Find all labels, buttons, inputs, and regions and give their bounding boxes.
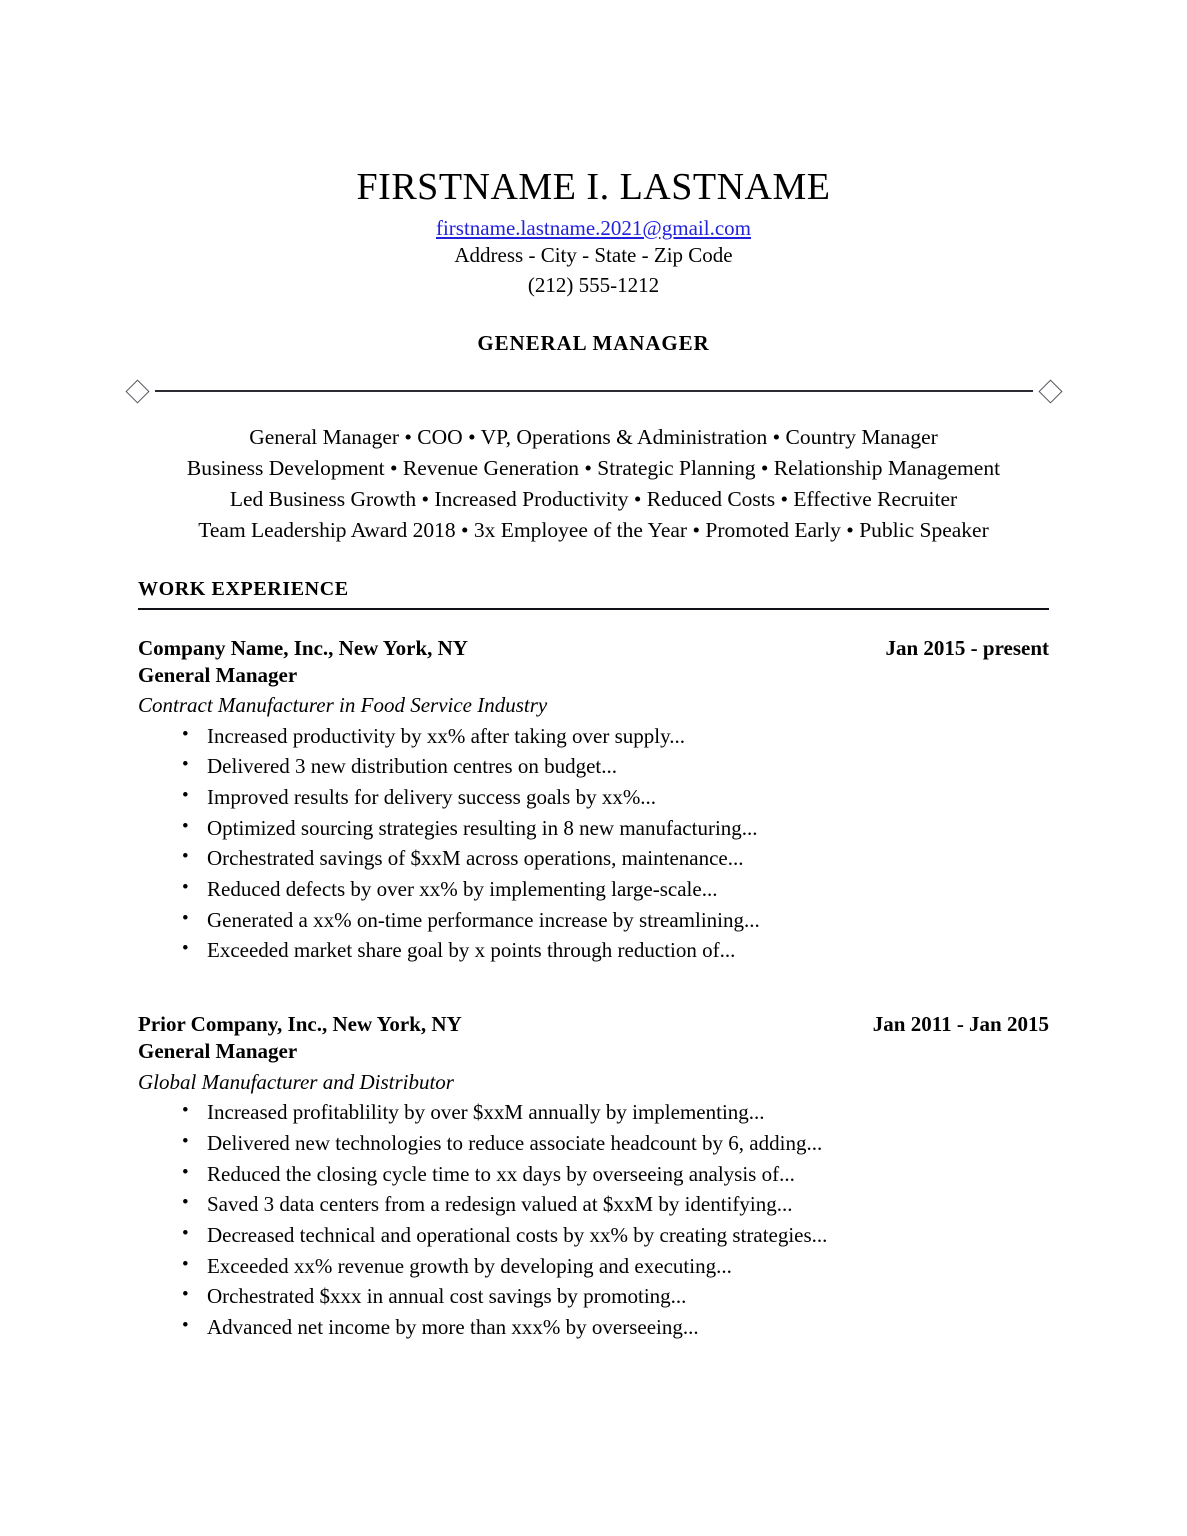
diamond-icon-left xyxy=(125,379,149,403)
email-link[interactable]: firstname.lastname.2021@gmail.com xyxy=(435,215,751,240)
diamond-icon-right xyxy=(1038,379,1062,403)
job-topline xyxy=(138,636,1049,661)
summary-line: Business Development • Revenue Generation • Strategic Planning • Relationship Management xyxy=(186,455,1001,480)
list-item: • Improved results for delivery success goals by xx%... xyxy=(138,782,1049,813)
diamond-divider xyxy=(129,378,1059,404)
target-job-title: GENERAL MANAGER xyxy=(477,330,710,355)
list-item: • Advanced net income by more than xxx% by overseeing... xyxy=(138,1312,1049,1343)
job-company: Company Name, Inc., New York, NY xyxy=(138,635,468,660)
email-line xyxy=(0,215,1187,241)
job-bullet-list xyxy=(138,721,1049,966)
work-experience-section xyxy=(0,578,1187,1343)
page-title: FIRSTNAME I. LASTNAME xyxy=(356,166,831,208)
job-descriptor: Global Manufacturer and Distributor xyxy=(138,1069,454,1094)
list-item: • Exceeded xx% revenue growth by developing and executing... xyxy=(138,1251,1049,1282)
summary-line: General Manager • COO • VP, Operations & Administration • Country Manager xyxy=(249,424,938,449)
job-entry xyxy=(138,1012,1049,1343)
list-item: • Orchestrated savings of $xxM across operations, maintenance... xyxy=(138,843,1049,874)
list-item: • Reduced defects by over xx% by implementing large-scale... xyxy=(138,874,1049,905)
list-item: • Increased productivity by xx% after taking over supply... xyxy=(138,721,1049,752)
section-heading-work-experience: WORK EXPERIENCE xyxy=(138,577,349,600)
summary-line: Led Business Growth • Increased Productivity • Reduced Costs • Effective Recruiter xyxy=(229,486,958,511)
list-item: • Saved 3 data centers from a redesign valued at $xxM by identifying... xyxy=(138,1189,1049,1220)
list-item: • Delivered 3 new distribution centres on budget... xyxy=(138,751,1049,782)
list-item: • Generated a xx% on-time performance increase by streamlining... xyxy=(138,905,1049,936)
job-bullet-list xyxy=(138,1097,1049,1342)
job-company: Prior Company, Inc., New York, NY xyxy=(138,1012,462,1037)
list-item: • Reduced the closing cycle time to xx days by overseeing analysis of... xyxy=(138,1159,1049,1190)
keyword-summary xyxy=(0,422,1187,546)
job-title: General Manager xyxy=(138,662,298,687)
list-item: • Increased profitablility by over $xxM annually by implementing... xyxy=(138,1097,1049,1128)
job-descriptor: Contract Manufacturer in Food Service Industry xyxy=(138,693,548,718)
job-entry xyxy=(138,636,1049,967)
list-item: • Decreased technical and operational costs by xx% by creating strategies... xyxy=(138,1220,1049,1251)
divider-line xyxy=(155,390,1033,392)
job-dates: Jan 2011 - Jan 2015 xyxy=(872,1012,1049,1037)
list-item: • Orchestrated $xxx in annual cost savings by promoting... xyxy=(138,1281,1049,1312)
phone-line: (212) 555-1212 xyxy=(527,272,660,297)
list-item: • Optimized sourcing strategies resulting in 8 new manufacturing... xyxy=(138,813,1049,844)
job-title: General Manager xyxy=(138,1039,298,1064)
list-item: • Delivered new technologies to reduce associate headcount by 6, adding... xyxy=(138,1128,1049,1159)
address-line: Address - City - State - Zip Code xyxy=(454,243,733,268)
resume-header xyxy=(0,0,1187,301)
job-topline xyxy=(138,1012,1049,1037)
list-item: • Exceeded market share goal by x points through reduction of... xyxy=(138,935,1049,966)
job-dates: Jan 2015 - present xyxy=(885,635,1049,660)
summary-line: Team Leadership Award 2018 • 3x Employee of the Year • Promoted Early • Public Speaker xyxy=(198,517,989,542)
section-rule xyxy=(138,608,1049,610)
